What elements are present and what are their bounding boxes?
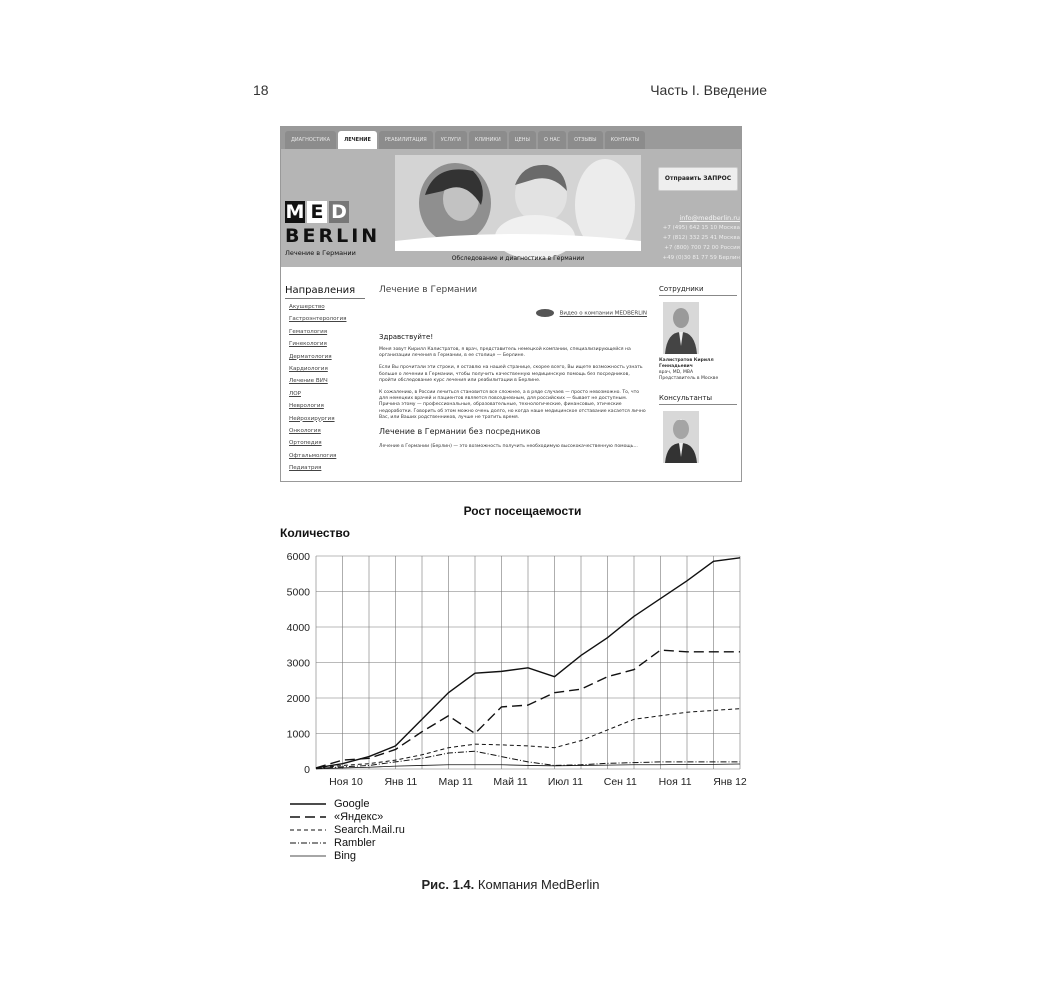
legend-swatch (290, 852, 326, 860)
paragraph: К сожалению, в России лечиться становится все сложнее, а в ряде случаев — просто невозможно. То, что для немецких врачей и пациентов является повседневным, для российских — бывает не доступным. Причина этому — профессиональные, образовательные, технологические, финансовые, этические недоработки. Говорить об этом можно очень долго, но когда наше медицинское отставание касается лично Вас, или Ваших родственников, лучше не тратить время. (379, 390, 646, 420)
sidebar-item[interactable]: Лечение ВИЧ (289, 378, 328, 385)
nav-tab[interactable]: УСЛУГИ (435, 131, 467, 149)
send-request-button[interactable]: Отправить ЗАПРОС (658, 167, 738, 191)
y-tick-label: 5000 (286, 586, 310, 599)
x-tick-label: Май 11 (493, 776, 528, 788)
x-tick-label: Янв 11 (384, 776, 418, 788)
chart-legend (290, 797, 490, 862)
logo-letter-e: E (307, 201, 327, 223)
x-tick-label: Янв 12 (713, 776, 747, 788)
running-header: Часть I. Введение (650, 82, 767, 98)
chart-title: Рост посещаемости (463, 504, 582, 518)
nav-tab[interactable]: О НАС (538, 131, 566, 149)
sidebar-item[interactable]: Гинекология (289, 341, 327, 348)
x-tick-label: Ноя 11 (658, 776, 692, 788)
site-nav (281, 127, 741, 149)
phone-line: +7 (495) 642 15 10 Москва (662, 225, 740, 231)
sidebar-item[interactable]: Офтальмология (289, 452, 337, 459)
figure-caption: Рис. 1.4. Компания MedBerlin (421, 877, 600, 892)
x-tick-label: Сен 11 (603, 776, 637, 788)
legend-item: Rambler (290, 836, 490, 849)
y-tick-label: 2000 (286, 693, 310, 705)
paragraph-snippet: Лечение в Германии (Берлин) — это возможность получить необходимую высококачественную помощь... (379, 444, 638, 450)
sidebar-item[interactable]: Нейрохирургия (289, 415, 335, 422)
video-icon (536, 309, 554, 317)
logo-letter-m: M (285, 201, 305, 223)
x-tick-label: Июл 11 (547, 776, 583, 788)
sidebar-item[interactable]: Дерматология (289, 353, 332, 360)
sidebar-item[interactable]: Неврология (289, 403, 324, 410)
sidebar-item[interactable]: Гастроэнтерология (289, 316, 347, 323)
phone-line: +7 (812) 332 25 41 Москва (662, 235, 740, 241)
phone-line: +7 (800) 700 72 00 Россия (664, 245, 740, 251)
staff-photo (663, 302, 699, 354)
x-tick-label: Ноя 10 (329, 776, 363, 788)
legend-swatch (290, 826, 326, 834)
nav-tab[interactable]: ЦЕНЫ (509, 131, 536, 149)
banner-caption: Обследование и диагностика в Германии (451, 255, 585, 262)
sidebar-heading: Направления (285, 285, 365, 299)
nav-tab[interactable]: РЕАБИЛИТАЦИЯ (379, 131, 433, 149)
logo-berlin: BERLIN (285, 225, 381, 247)
legend-item: Google (290, 797, 490, 810)
y-tick-label: 4000 (286, 622, 310, 634)
phone-line: +49 (0)30 81 77 59 Берлин (662, 255, 740, 261)
site-banner (281, 149, 741, 267)
y-tick-label: 3000 (286, 657, 310, 670)
subheading: Лечение в Германии без посредников (379, 427, 541, 437)
nav-tab[interactable]: КОНТАКТЫ (605, 131, 646, 149)
email-link[interactable]: info@medberlin.ru (679, 214, 740, 222)
y-axis-label: Количество (280, 526, 350, 540)
sidebar-item[interactable]: Ортопедия (289, 440, 322, 447)
y-tick-label: 6000 (286, 551, 310, 563)
directions-sidebar (285, 285, 365, 475)
consultant-photo (663, 411, 699, 463)
sidebar-item[interactable]: Онкология (289, 428, 321, 435)
main-title: Лечение в Германии (379, 285, 478, 295)
legend-item: Search.Mail.ru (290, 823, 490, 836)
video-link[interactable]: Видео о компании MEDBERLIN (379, 309, 647, 317)
website-screenshot (280, 126, 742, 482)
medberlin-logo (285, 201, 381, 257)
main-content (379, 285, 647, 456)
logo-subtitle: Лечение в Германии (285, 249, 356, 257)
page-number: 18 (253, 82, 269, 98)
paragraph: Меня зовут Кирилл Калистратов, я врач, представитель немецкой компании, специализирующейся на организации лечения в Германии, в ее столице — Берлине. (379, 347, 631, 359)
nav-tab[interactable]: КЛИНИКИ (469, 131, 507, 149)
person-portrait (663, 302, 699, 354)
sidebar-item[interactable]: Гематология (289, 328, 328, 335)
right-column (659, 285, 737, 467)
sidebar-item[interactable]: Акушерство (289, 304, 325, 310)
greeting: Здравствуйте! (379, 333, 434, 341)
banner-photo (395, 155, 641, 251)
paragraph: Если Вы прочитали эти строки, я оставлю на нашей странице, скорее всего, Вы ищете возможность узнать больше о лечении в Германии, чтобы получить качественную медицинскую помощь без посредников, пройти обследование курс лечения или реабилитации в Берлине. (379, 365, 643, 383)
traffic-line-chart (270, 545, 747, 795)
contacts-block (656, 213, 740, 263)
staff-heading: Сотрудники (659, 285, 737, 296)
sidebar-item[interactable]: Кардиология (289, 366, 328, 373)
legend-item: «Яндекс» (290, 810, 490, 823)
consultants-heading: Консультанты (659, 394, 737, 405)
legend-swatch (290, 800, 326, 808)
doctor-child-illustration (395, 155, 641, 251)
staff-info: Калистратов Кирилл Геннадьевич врач, MD, MBA Представитель в Москве (659, 358, 719, 381)
person-portrait (663, 411, 699, 463)
y-tick-label: 1000 (286, 728, 310, 741)
nav-tab[interactable]: ДИАГНОСТИКА (285, 131, 336, 149)
legend-swatch (290, 839, 326, 847)
legend-item: Bing (290, 849, 490, 862)
nav-tab[interactable]: ЛЕЧЕНИЕ (338, 131, 377, 149)
x-tick-label: Мар 11 (438, 776, 473, 788)
sidebar-item[interactable]: ЛОР (289, 390, 301, 397)
y-tick-label: 0 (304, 764, 310, 776)
legend-swatch (290, 813, 326, 821)
sidebar-item[interactable]: Педиатрия (289, 465, 322, 472)
nav-tab[interactable]: ОТЗЫВЫ (568, 131, 602, 149)
logo-letter-d: D (329, 201, 349, 223)
